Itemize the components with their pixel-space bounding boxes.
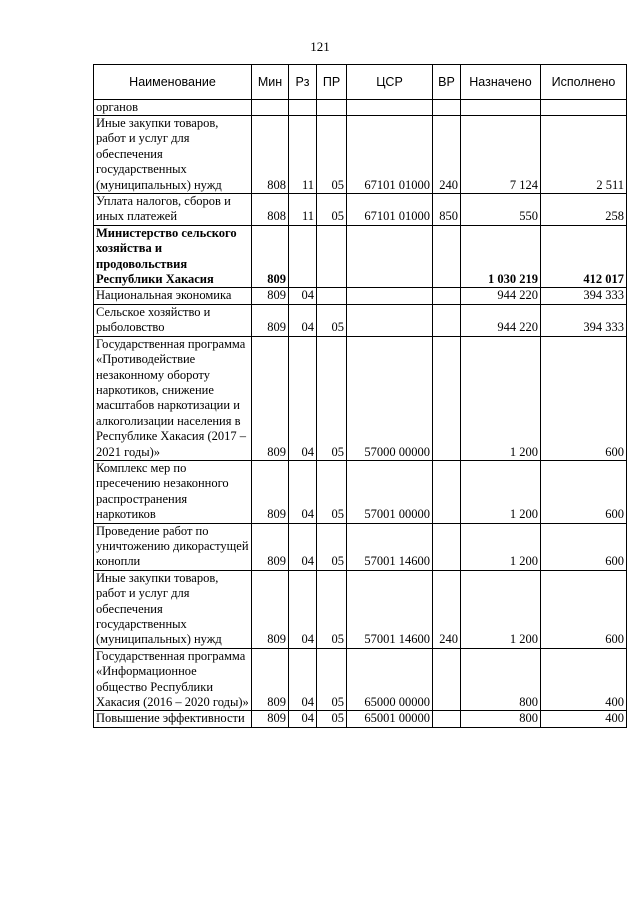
cell-csr [347, 304, 433, 336]
header-rz: Рз [289, 65, 317, 100]
cell-vr: 240 [433, 570, 461, 648]
table-row [94, 648, 627, 711]
cell-min: 809 [252, 336, 289, 460]
cell-csr [347, 225, 433, 288]
cell-csr: 67101 01000 [347, 116, 433, 194]
header-name: Наименование [94, 65, 252, 100]
cell-ispolneno: 400 [541, 711, 627, 727]
table-row [94, 336, 627, 460]
cell-pr: 05 [317, 336, 347, 460]
cell-vr: 850 [433, 194, 461, 226]
cell-rz: 04 [289, 460, 317, 523]
cell-rz: 04 [289, 304, 317, 336]
table-row [94, 711, 627, 727]
cell-naznacheno: 7 124 [461, 116, 541, 194]
cell-csr: 65000 00000 [347, 648, 433, 711]
header-ispolneno: Исполнено [541, 65, 627, 100]
cell-naznacheno: 944 220 [461, 288, 541, 304]
cell-rz: 04 [289, 570, 317, 648]
table-row [94, 116, 627, 194]
cell-name: Национальная экономика [94, 288, 252, 304]
cell-name: Уплата налогов, сборов и иных платежей [94, 194, 252, 226]
cell-naznacheno: 944 220 [461, 304, 541, 336]
cell-pr: 05 [317, 460, 347, 523]
cell-rz: 11 [289, 194, 317, 226]
cell-vr [433, 225, 461, 288]
cell-ispolneno: 394 333 [541, 304, 627, 336]
cell-naznacheno: 1 200 [461, 460, 541, 523]
cell-name: Проведение работ по уничтожению дикорастущей конопли [94, 523, 252, 570]
cell-name: Иные закупки товаров, работ и услуг для обеспечения государственных (муниципальных) нужд [94, 116, 252, 194]
cell-naznacheno: 1 200 [461, 523, 541, 570]
header-min: Мин [252, 65, 289, 100]
cell-csr: 57001 14600 [347, 570, 433, 648]
cell-pr: 05 [317, 711, 347, 727]
cell-name: Сельское хозяйство и рыболовство [94, 304, 252, 336]
cell-ispolneno: 400 [541, 648, 627, 711]
cell-ispolneno [541, 100, 627, 116]
table-row [94, 304, 627, 336]
cell-pr: 05 [317, 523, 347, 570]
cell-naznacheno: 1 030 219 [461, 225, 541, 288]
cell-min: 809 [252, 460, 289, 523]
header-naznacheno: Назначено [461, 65, 541, 100]
cell-vr [433, 711, 461, 727]
cell-ispolneno: 600 [541, 336, 627, 460]
cell-ispolneno: 600 [541, 570, 627, 648]
header-vr: ВР [433, 65, 461, 100]
cell-csr [347, 100, 433, 116]
cell-pr: 05 [317, 570, 347, 648]
cell-ispolneno: 258 [541, 194, 627, 226]
cell-naznacheno: 1 200 [461, 336, 541, 460]
cell-ispolneno: 394 333 [541, 288, 627, 304]
cell-naznacheno: 550 [461, 194, 541, 226]
cell-min: 808 [252, 194, 289, 226]
cell-vr [433, 100, 461, 116]
cell-name: Комплекс мер по пресечению незаконного распространения наркотиков [94, 460, 252, 523]
cell-rz: 04 [289, 336, 317, 460]
header-csr: ЦСР [347, 65, 433, 100]
header-pr: ПР [317, 65, 347, 100]
cell-name: Повышение эффективности [94, 711, 252, 727]
cell-pr: 05 [317, 648, 347, 711]
cell-name: Министерство сельского хозяйства и продовольствия Республики Хакасия [94, 225, 252, 288]
cell-min: 809 [252, 288, 289, 304]
cell-naznacheno: 1 200 [461, 570, 541, 648]
cell-min: 809 [252, 648, 289, 711]
cell-csr: 65001 00000 [347, 711, 433, 727]
cell-pr [317, 225, 347, 288]
table-row [94, 225, 627, 288]
cell-name: органов [94, 100, 252, 116]
cell-ispolneno: 600 [541, 460, 627, 523]
table-row [94, 460, 627, 523]
cell-ispolneno: 2 511 [541, 116, 627, 194]
cell-min [252, 100, 289, 116]
cell-rz [289, 225, 317, 288]
cell-rz: 04 [289, 523, 317, 570]
cell-pr: 05 [317, 116, 347, 194]
cell-vr: 240 [433, 116, 461, 194]
cell-pr [317, 288, 347, 304]
cell-vr [433, 288, 461, 304]
cell-ispolneno: 412 017 [541, 225, 627, 288]
cell-vr [433, 523, 461, 570]
cell-min: 808 [252, 116, 289, 194]
table-row [94, 523, 627, 570]
cell-min: 809 [252, 570, 289, 648]
table-row [94, 100, 627, 116]
cell-csr: 67101 01000 [347, 194, 433, 226]
cell-naznacheno: 800 [461, 648, 541, 711]
cell-rz: 04 [289, 648, 317, 711]
page-number: 121 [310, 39, 330, 54]
cell-min: 809 [252, 225, 289, 288]
cell-csr: 57001 14600 [347, 523, 433, 570]
table-row [94, 288, 627, 304]
cell-pr: 05 [317, 194, 347, 226]
cell-vr [433, 648, 461, 711]
cell-csr: 57000 00000 [347, 336, 433, 460]
cell-csr [347, 288, 433, 304]
cell-vr [433, 460, 461, 523]
cell-min: 809 [252, 523, 289, 570]
cell-min: 809 [252, 711, 289, 727]
cell-csr: 57001 00000 [347, 460, 433, 523]
cell-rz [289, 100, 317, 116]
cell-rz: 04 [289, 288, 317, 304]
table-header-row [94, 65, 627, 100]
cell-ispolneno: 600 [541, 523, 627, 570]
cell-pr: 05 [317, 304, 347, 336]
budget-table [93, 64, 627, 728]
cell-rz: 04 [289, 711, 317, 727]
cell-vr [433, 336, 461, 460]
cell-name: Государственная программа «Информационное общество Республики Хакасия (2016 – 2020 годы)» [94, 648, 252, 711]
cell-rz: 11 [289, 116, 317, 194]
cell-naznacheno [461, 100, 541, 116]
cell-vr [433, 304, 461, 336]
cell-pr [317, 100, 347, 116]
cell-name: Иные закупки товаров, работ и услуг для обеспечения государственных (муниципальных) нужд [94, 570, 252, 648]
table-row [94, 570, 627, 648]
table-row [94, 194, 627, 226]
cell-min: 809 [252, 304, 289, 336]
cell-naznacheno: 800 [461, 711, 541, 727]
cell-name: Государственная программа «Противодействие незаконному обороту наркотиков, снижение масштабов наркотизации и алкоголизации населения в Республике Хакасия (2017 – 2021 годы)» [94, 336, 252, 460]
